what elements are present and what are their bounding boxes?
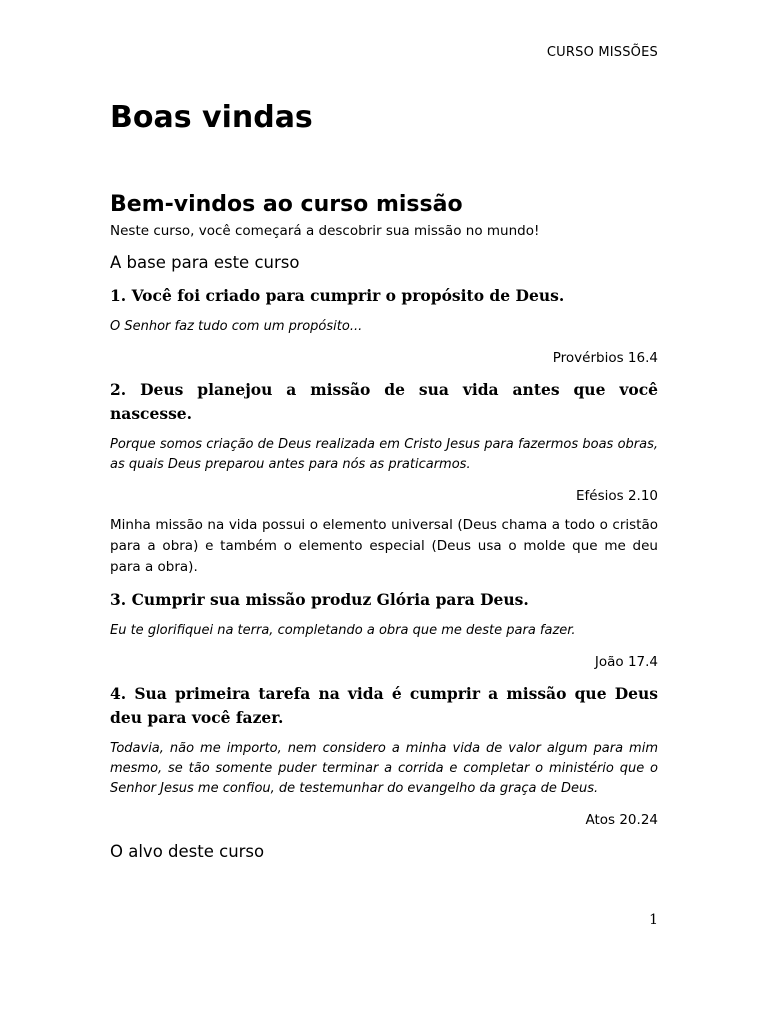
scripture-quote-2: Porque somos criação de Deus realizada em Cristo Jesus para fazermos boas obras, as quais Deus preparou antes para nós as praticarmos. <box>110 437 658 472</box>
scripture-quote-3: Eu te glorifiquei na terra, completando a obra que me deste para fazer. <box>110 623 576 638</box>
page-content <box>110 98 658 863</box>
point-heading-1: 1. Você foi criado para cumprir o propósito de Deus. <box>110 286 565 305</box>
point-heading-3: 3. Cumprir sua missão produz Glória para Deus. <box>110 590 529 609</box>
scripture-reference-1: Provérbios 16.4 <box>552 350 658 366</box>
section-heading: Bem-vindos ao curso missão <box>110 192 463 217</box>
subsection-heading: A base para este curso <box>110 253 300 272</box>
page-number: 1 <box>649 912 658 928</box>
running-header: CURSO MISSÕES <box>546 45 658 60</box>
scripture-reference-3: João 17.4 <box>594 654 658 670</box>
scripture-reference-2: Efésios 2.10 <box>575 488 658 504</box>
point-heading-2: 2. Deus planejou a missão de sua vida antes que você nascesse. <box>110 380 658 423</box>
intro-text: Neste curso, você começará a descobrir sua missão no mundo! <box>110 223 540 239</box>
scripture-quote-4: Todavia, não me importo, nem considero a minha vida de valor algum para mim mesmo, se tão somente puder terminar a corrida e completar o ministério que o Senhor Jesus me confiou, de testemunhar do evangelho da graça de Deus. <box>110 741 658 796</box>
scripture-quote-1: O Senhor faz tudo com um propósito... <box>110 319 363 334</box>
point-heading-4: 4. Sua primeira tarefa na vida é cumprir a missão que Deus deu para você fazer. <box>110 684 658 727</box>
page-title: Boas vindas <box>110 100 313 135</box>
closing-heading: O alvo deste curso <box>110 842 265 861</box>
scripture-reference-4: Atos 20.24 <box>585 812 658 828</box>
mission-note: Minha missão na vida possui o elemento universal (Deus chama a todo o cristão para a obra) e também o elemento especial (Deus usa o molde que me deu para a obra). <box>110 517 658 575</box>
